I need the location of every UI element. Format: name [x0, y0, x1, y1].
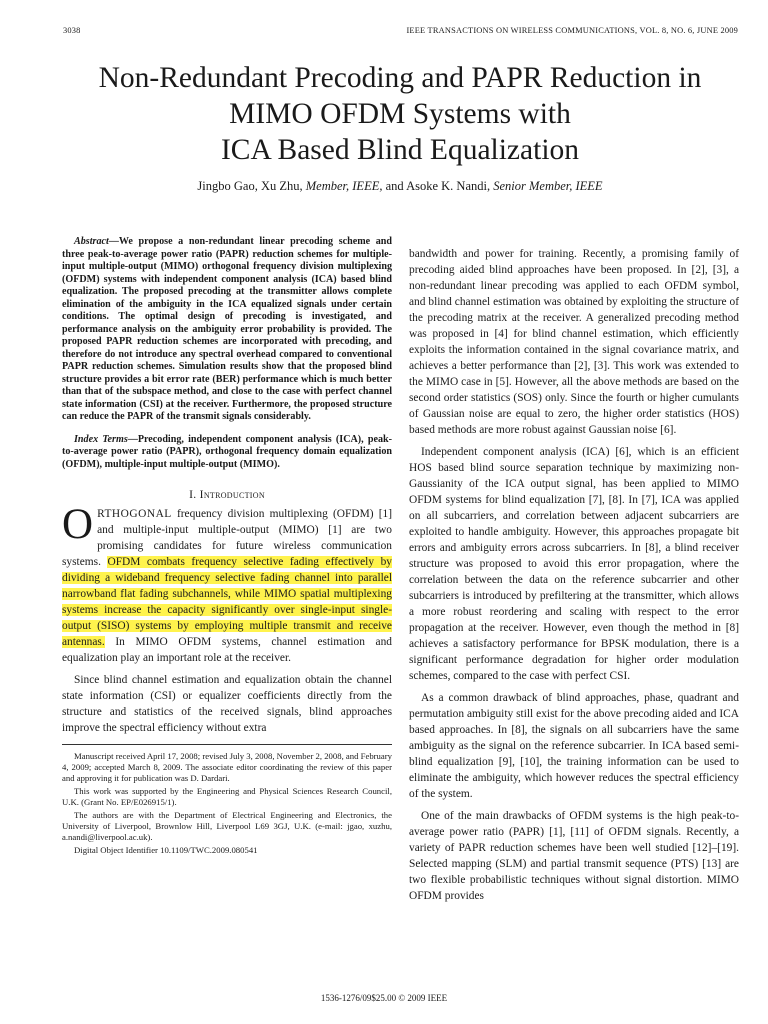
- author-list: [40, 179, 760, 194]
- right-paragraph-4: One of the main drawbacks of OFDM systems is the high peak-to-average power ratio (PAPR) [1], [11] of OFDM signals. Recently, a variety of PAPR reduction schemes have been well studied [12]–[19]. Selected mapping (SLM) and partial transmit sequence (PTS) [13] are two flexible probabilistic techniques without signal distortion. MIMO OFDM provides: [409, 810, 739, 902]
- right-paragraph-2: Independent component analysis (ICA) [6], which is an efficient HOS based blind source separation technique by maximizing non-Gaussianity of the ICA output signal, has been applied to MIMO OFDM systems for blind equalization [7], [8]. In [7], ICA was applied on all subcarriers, and correlation between adjacent subcarriers are exploited to handle ambiguity. However, this approaches propagate bit errors and ambiguity errors across subcarriers. In [8], a blind receiver structure was proposed to avoid this error propagation, where the correlation between the data on the reference subcarrier and other subcarriers is introduced by prefiltering at the transmitter, which allows a more robust reordering and scaling with respect to the error propagation at the receiver. However, even though the method in [8] achieves a satisfactory performance for BPSK modulation, there is a significant performance degradation for higher order modulation schemes, compared to the case with perfect CSI.: [409, 446, 739, 682]
- intro-paragraph-2: Since blind channel estimation and equalization obtain the channel state information (CSI) or equalizer coefficients directly from the structure and statistics of the received signals, blind approaches improve the spectral efficiency without extra: [62, 674, 392, 734]
- paper-title: [40, 60, 760, 168]
- copyright-line: 1536-1276/09$25.00 © 2009 IEEE: [320, 993, 448, 1003]
- journal-header: IEEE TRANSACTIONS ON WIRELESS COMMUNICATIONS, VOL. 8, NO. 6, JUNE 2009: [406, 26, 738, 35]
- right-column: [409, 246, 739, 910]
- right-paragraph-3: As a common drawback of blind approaches, phase, quadrant and permutation ambiguity still exist for the above precoding aided and ICA based approaches. In [8], the signals on all subcarriers have the same ambiguity as the signal on the reference subcarrier. In ICA based semi-blind equalization [9], [10], the training information can be used to eliminate the ambiguity, which however reduces the spectral efficiency of the system.: [409, 692, 739, 800]
- intro-paragraph-1: [62, 501, 392, 666]
- author-role-2: Senior Member, IEEE: [493, 179, 603, 193]
- section-number: I.: [189, 488, 200, 501]
- abstract: [62, 236, 392, 424]
- highlighted-text[interactable]: OFDM combats frequency selective fading effectively by dividing a wideband frequency selective fading channel into parallel narrowband flat fading subchannels, while MIMO spatial multiplexing systems increase the capacity significantly over single-input single-output (SISO) systems by employing multiple transmit and receive antennas.: [62, 556, 392, 648]
- abstract-lead: Abstract: [74, 236, 109, 247]
- author-names-1: Jingbo Gao, Xu Zhu,: [197, 179, 306, 193]
- footnote-affiliation: The authors are with the Department of Electrical Engineering and Electronics, the University of Liverpool, Brownlow Hill, Liverpool L69 3GJ, U.K. (e-mail: jgao, xuzhu, a.nandi@liverpool.ac.uk).: [62, 810, 392, 842]
- title-line-1: Non-Redundant Precoding and PAPR Reduction in: [98, 62, 702, 94]
- footnote-divider: [62, 744, 392, 745]
- intro-p1-end: In MIMO OFDM systems, channel estimation and equalization play an important role at the receiver.: [62, 636, 392, 664]
- intro-caps: RTHOGONAL: [97, 508, 172, 520]
- index-terms-lead: Index Terms: [74, 433, 128, 445]
- footnote-doi: Digital Object Identifier 10.1109/TWC.2009.080541: [74, 845, 258, 855]
- footnote-manuscript: Manuscript received April 17, 2008; revised July 3, 2008, November 2, 2008, and February 4, 2009; accepted March 8, 2009. The associate editor coordinating the review of this paper and approving it for publication was D. Dardari.: [62, 751, 392, 783]
- title-line-3: ICA Based Blind Equalization: [220, 134, 580, 166]
- title-line-2: MIMO OFDM Systems with: [229, 98, 571, 130]
- right-paragraph-1: bandwidth and power for training. Recently, a promising family of precoding aided blind approaches have been proposed. In [2], [3], a non-redundant linear precoding was applied to each OFDM symbol, and blind channel estimation was obtained by exploiting the structure of the precoding matrix at the receiver. A generalized precoding method was proposed in [4] for blind channel estimation, which efficiently exploits the information contained in the signal covariance matrix, and achieves a better performance than [2], [3]. This work was extended to the MIMO case in [5]. However, all the above methods are based on the second order statistics (SOS) only. Since the fourth or higher cumulants of Gaussian noise are equal to zero, the higher order statistics (HOS) based methods are more robust against Gaussian noise [6].: [409, 248, 739, 436]
- left-column: [62, 236, 392, 858]
- intro-p1-start: frequency division multiplexing (OFDM) [1] and multiple-input multiple-output (MIMO) [1] are two promising candidates for future wireless communication systems.: [62, 508, 392, 568]
- drop-cap: O: [62, 501, 94, 548]
- author-names-2: and Asoke K. Nandi,: [382, 179, 494, 193]
- page-number: 3038: [63, 26, 81, 35]
- section-title: Introduction: [199, 488, 265, 501]
- index-terms-text: —Precoding, independent component analysis (ICA), peak-to-average power ratio (PAPR), orthogonal frequency domain equalization (OFDM), multiple-input multiple-output (MIMO).: [62, 433, 392, 470]
- index-terms: [62, 434, 392, 472]
- section-heading-introduction: [62, 487, 392, 503]
- abstract-text: —We propose a non-redundant linear precoding scheme and three peak-to-average power ratio (PAPR) reduction schemes for multiple-input multiple-output (MIMO) orthogonal frequency division multiplexing (OFDM) systems with independent component analysis (ICA) based blind equalization. The proposed precoding at the transmitter allows complete elimination of the ambiguity in the ICA equalized signals under certain conditions. The optimal design of precoding is investigated, and performance analysis on the ambiguity error probability is provided. The proposed PAPR reduction schemes are incorporated with precoding, and therefore do not introduce any spectral overhead compared to conventional PAPR reduction schemes. Simulation results show that the proposed blind structure provides a bit error rate (BER) performance which is much better than that of the subspace method, and close to the case with perfect channel state information (CSI) at the receiver. Furthermore, the proposed structure can reduce the PAPR of the transmit signals considerably.: [62, 236, 392, 422]
- footnote-funding: This work was supported by the Engineering and Physical Sciences Research Council, U.K. (Grant No. EP/E026915/1).: [62, 786, 392, 807]
- author-role-1: Member, IEEE,: [305, 179, 383, 193]
